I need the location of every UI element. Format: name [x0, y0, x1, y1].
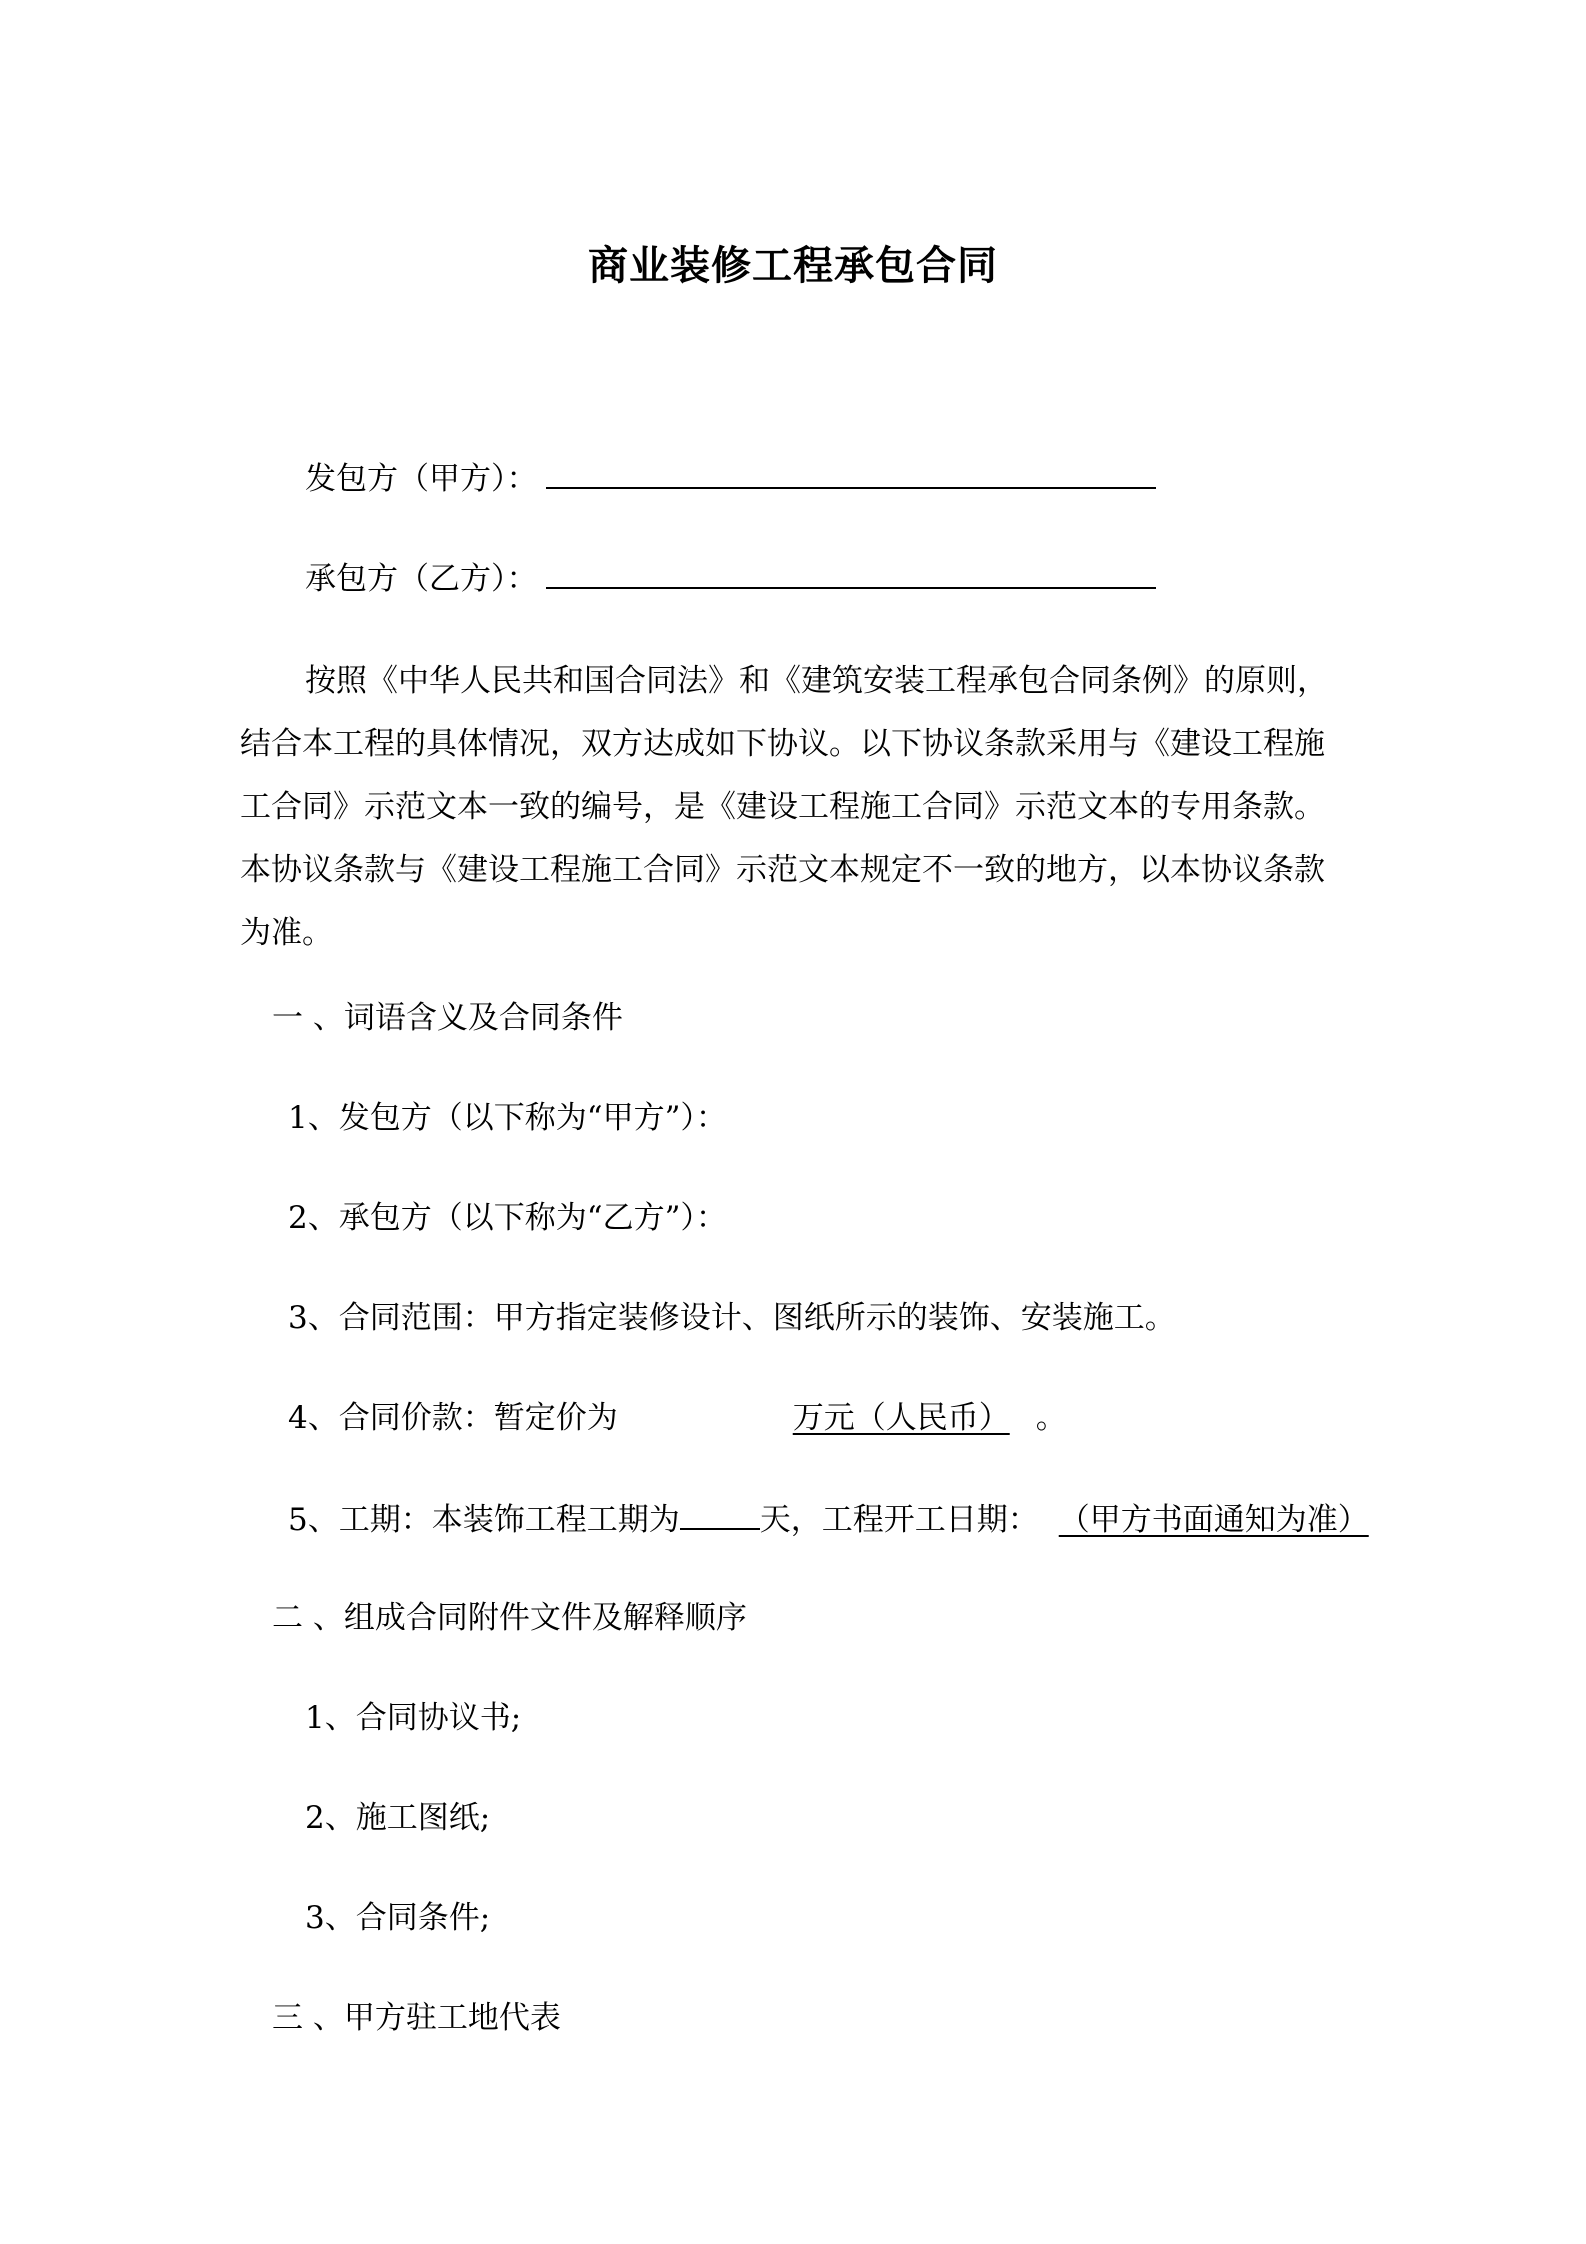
party-b-label: 承包方（乙方）： — [305, 561, 538, 597]
section-1-item-4 — [288, 1398, 1067, 1438]
intro-paragraph — [240, 650, 1350, 965]
document-title: 商业装修工程承包合同 — [588, 243, 998, 289]
item-5-prefix: 5、工期：本装饰工程工期为 — [288, 1502, 680, 1538]
item-5-mid: 天，工程开工日期： — [759, 1502, 1039, 1538]
intro-line: 结合本工程的具体情况，双方达成如下协议。以下协议条款采用与《建设工程施 — [240, 726, 1325, 762]
section-3-heading: 三 、甲方驻工地代表 — [272, 2000, 561, 2036]
duration-blank — [680, 1498, 760, 1530]
section-1-item-5 — [288, 1498, 1377, 1540]
start-date-value: （甲方书面通知为准） — [1058, 1502, 1369, 1538]
intro-line: 本协议条款与《建设工程施工合同》示范文本规定不一致的地方，以本协议条款 — [240, 852, 1325, 888]
intro-line: 为准。 — [240, 915, 333, 951]
section-1-heading: 一 、词语含义及合同条件 — [272, 1000, 623, 1036]
item-4-suffix: 。 — [1035, 1400, 1067, 1436]
section-2-item-3: 3、合同条件; — [305, 1900, 491, 1936]
section-2-item-2: 2、施工图纸; — [305, 1800, 491, 1836]
section-1-item-1: 1、发包方（以下称为“甲方”）： — [288, 1100, 727, 1136]
section-1-item-2: 2、承包方（以下称为“乙方”）： — [288, 1200, 727, 1236]
party-a-label: 发包方（甲方）： — [305, 461, 538, 497]
section-1-item-3: 3、合同范围：甲方指定装修设计、图纸所示的装饰、安装施工。 — [288, 1300, 1176, 1336]
party-b-line — [305, 557, 1156, 599]
item-4-prefix: 4、合同价款：暂定价为 — [288, 1400, 618, 1436]
intro-line: 按照《中华人民共和国合同法》和《建筑安装工程承包合同条例》的原则， — [305, 663, 1328, 699]
party-a-line — [305, 457, 1156, 499]
intro-line: 工合同》示范文本一致的编号，是《建设工程施工合同》示范文本的专用条款。 — [240, 789, 1325, 825]
item-4-unit: 万元（人民币） — [792, 1400, 1010, 1436]
section-2-item-1: 1、合同协议书; — [305, 1700, 522, 1736]
contract-price-field — [618, 1400, 1020, 1436]
party-a-blank — [546, 457, 1156, 489]
party-b-blank — [546, 557, 1156, 589]
section-2-heading: 二 、组成合同附件文件及解释顺序 — [272, 1600, 747, 1636]
start-date-field — [1059, 1502, 1377, 1538]
